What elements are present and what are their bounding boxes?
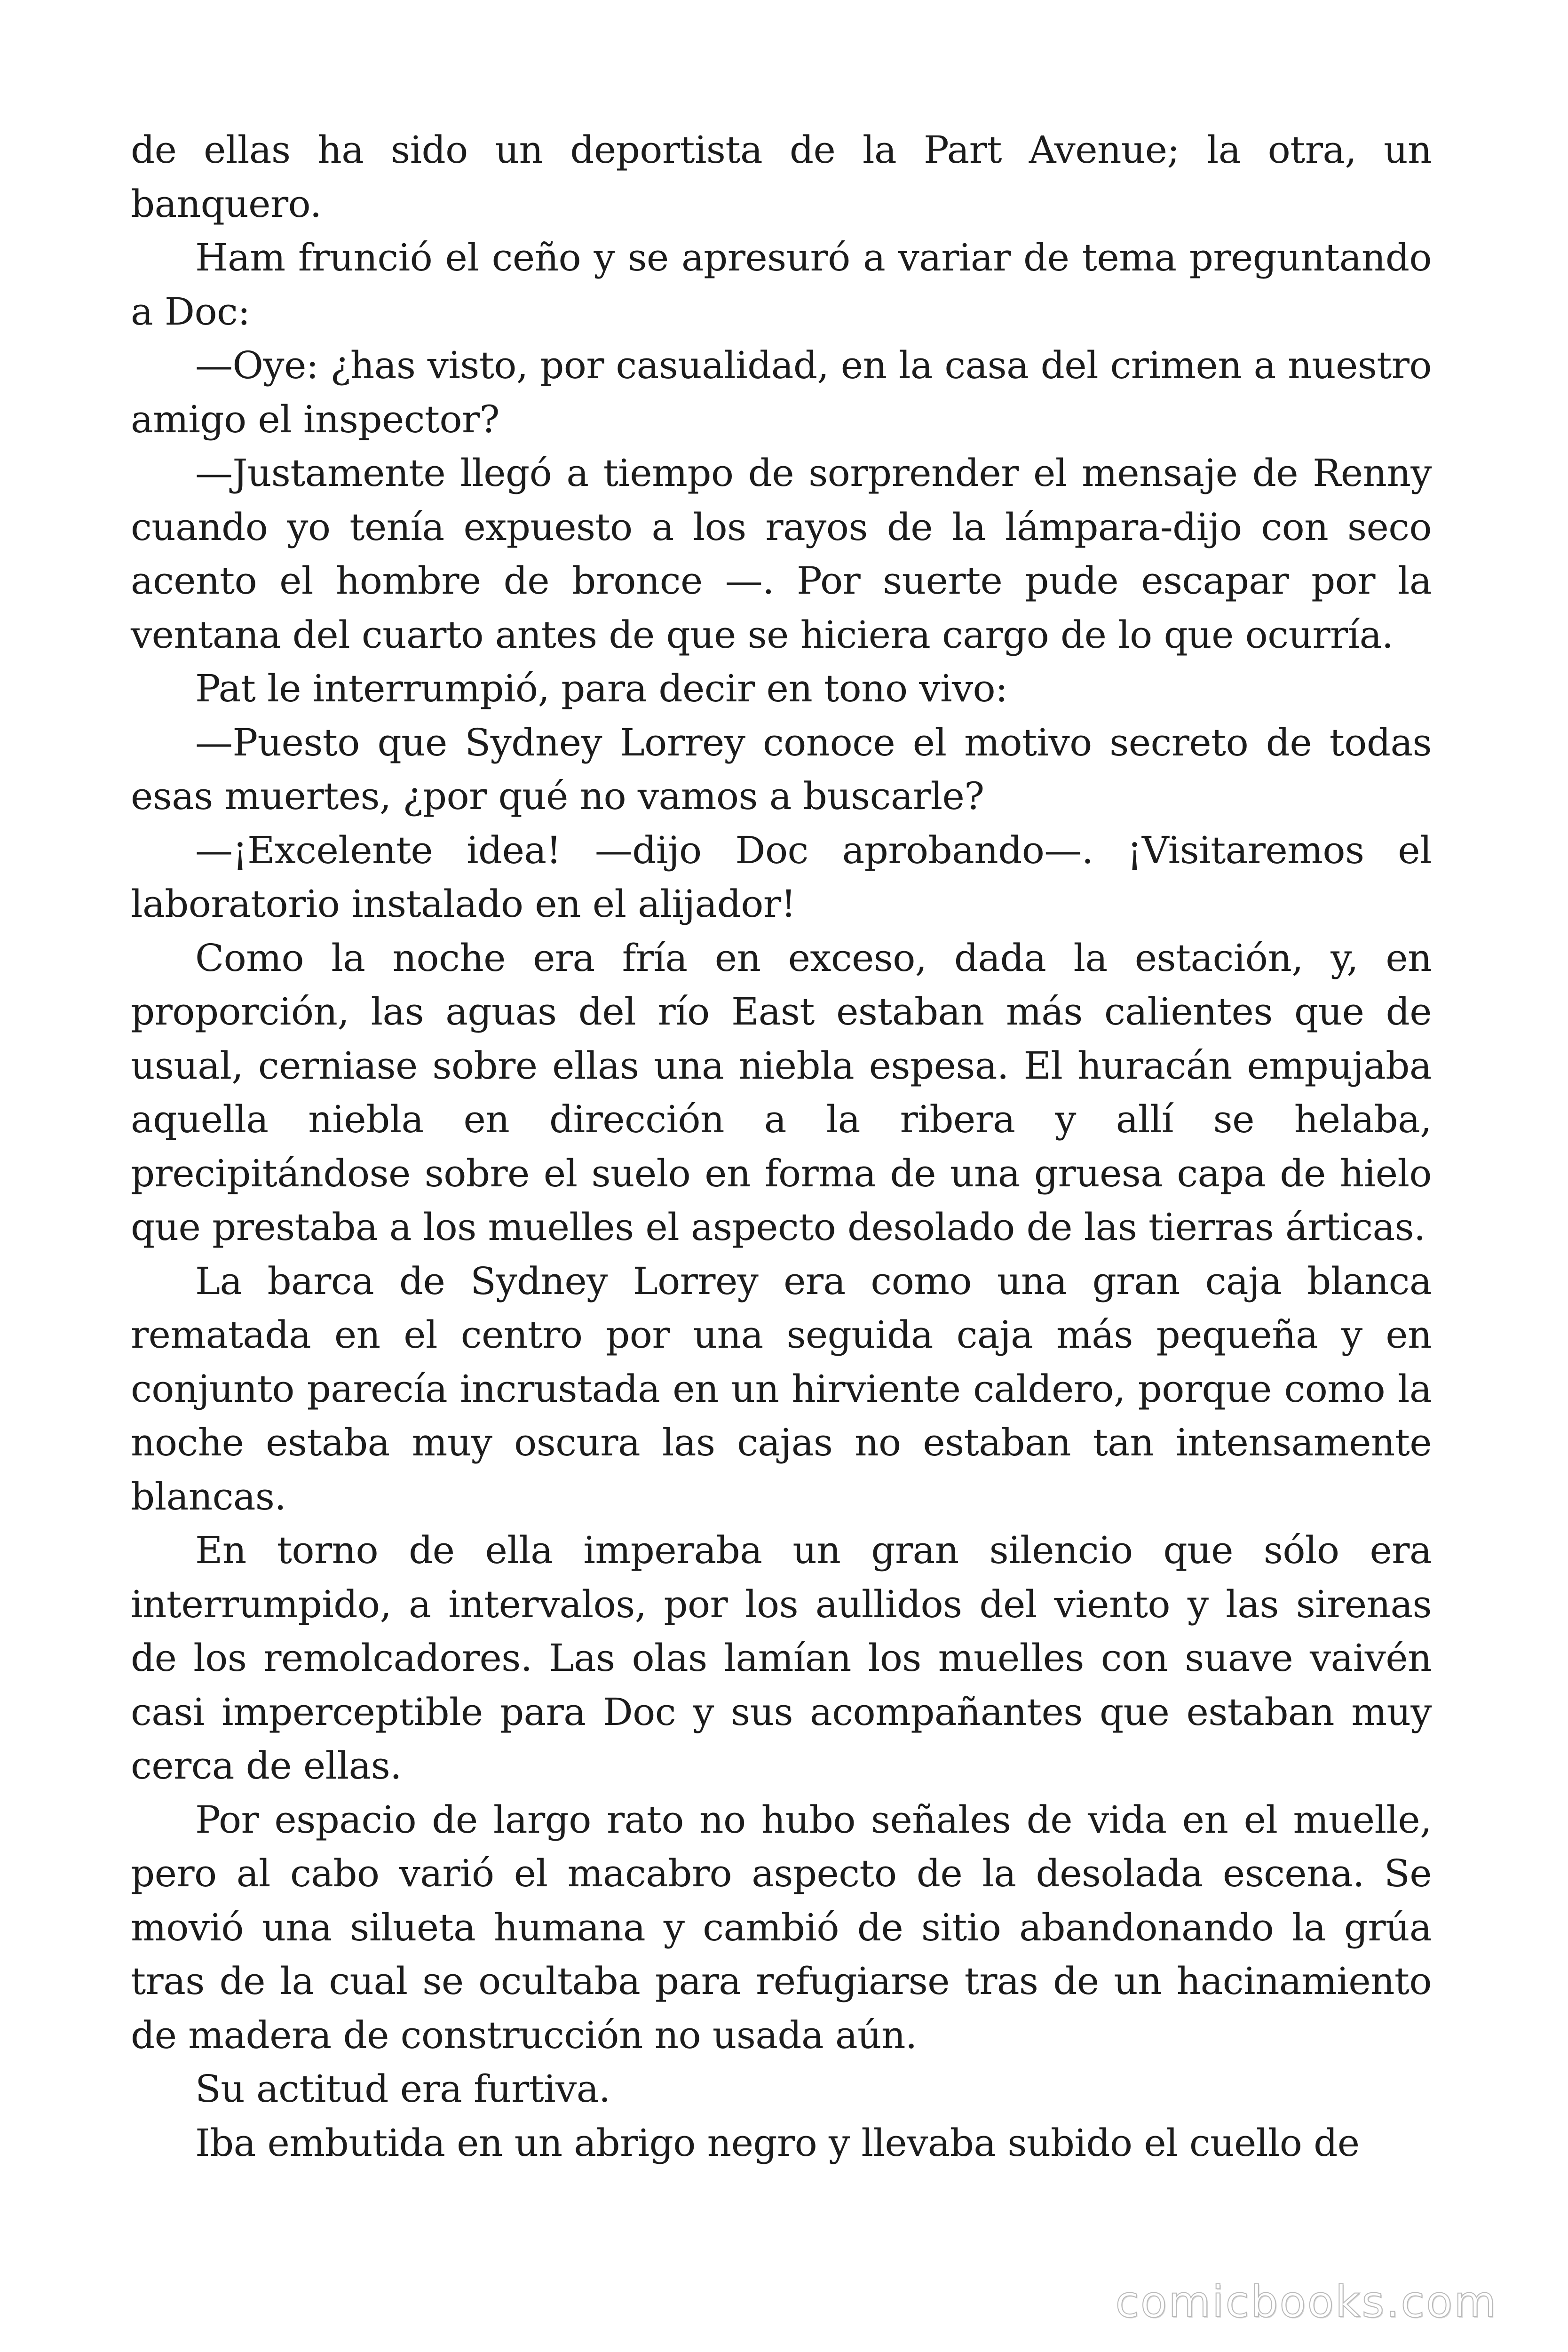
paragraph: Su actitud era furtiva. (195, 2067, 610, 2111)
site-watermark: comicbooks.com (1115, 2277, 1497, 2327)
paragraph: Pat le interrumpió, para decir en tono vivo: (195, 667, 1008, 710)
paragraph-continuation: de ellas ha sido un deportista de la Part Avenue; la otra, un banquero. (131, 128, 1432, 226)
paragraph: —¡Excelente idea! —dijo Doc aprobando—. ¡Visitaremos el laboratorio instalado en el alijador! (131, 828, 1432, 926)
paragraph: —Justamente llegó a tiempo de sorprender el mensaje de Renny cuando yo tenía expuesto a los rayos de la lámpara-dijo con seco acento el hombre de bronce —. Por suerte pude escapar por la ventana del cuarto antes de que se hiciera cargo de lo que ocurría. (131, 451, 1432, 657)
paragraph: Como la noche era fría en exceso, dada la estación, y, en proporción, las aguas del río East estaban más calientes que de usual, cerniase sobre ellas una niebla espesa. El huracán empujaba aquella niebla en dirección a la ribera y allí se helaba, precipitándose sobre el suelo en forma de una gruesa capa de hielo que prestaba a los muelles el aspecto desolado de las tierras árticas. (131, 936, 1432, 1249)
paragraph: En torno de ella imperaba un gran silencio que sólo era interrumpido, a intervalos, por los aullidos del viento y las sirenas de los remolcadores. Las olas lamían los muelles con suave vaivén casi imperceptible para Doc y sus acompañantes que estaban muy cerca de ellas. (131, 1528, 1432, 1788)
paragraph: —Puesto que Sydney Lorrey conoce el motivo secreto de todas esas muertes, ¿por qué no vamos a buscarle? (131, 720, 1432, 818)
book-page-text (131, 123, 1432, 2170)
paragraph: Iba embutida en un abrigo negro y llevaba subido el cuello de (195, 2121, 1360, 2165)
paragraph: Ham frunció el ceño y se apresuró a variar de tema preguntando a Doc: (131, 236, 1432, 334)
paragraph: Por espacio de largo rato no hubo señales de vida en el muelle, pero al cabo varió el macabro aspecto de la desolada escena. Se movió una silueta humana y cambió de sitio abandonando la grúa tras de la cual se ocultaba para refugiarse tras de un hacinamiento de madera de construcción no usada aún. (131, 1797, 1432, 2057)
paragraph: La barca de Sydney Lorrey era como una gran caja blanca rematada en el centro por una seguida caja más pequeña y en conjunto parecía incrustada en un hirviente caldero, porque como la noche estaba muy oscura las cajas no estaban tan intensamente blancas. (131, 1259, 1432, 1518)
paragraph: —Oye: ¿has visto, por casualidad, en la casa del crimen a nuestro amigo el inspector? (131, 343, 1432, 441)
